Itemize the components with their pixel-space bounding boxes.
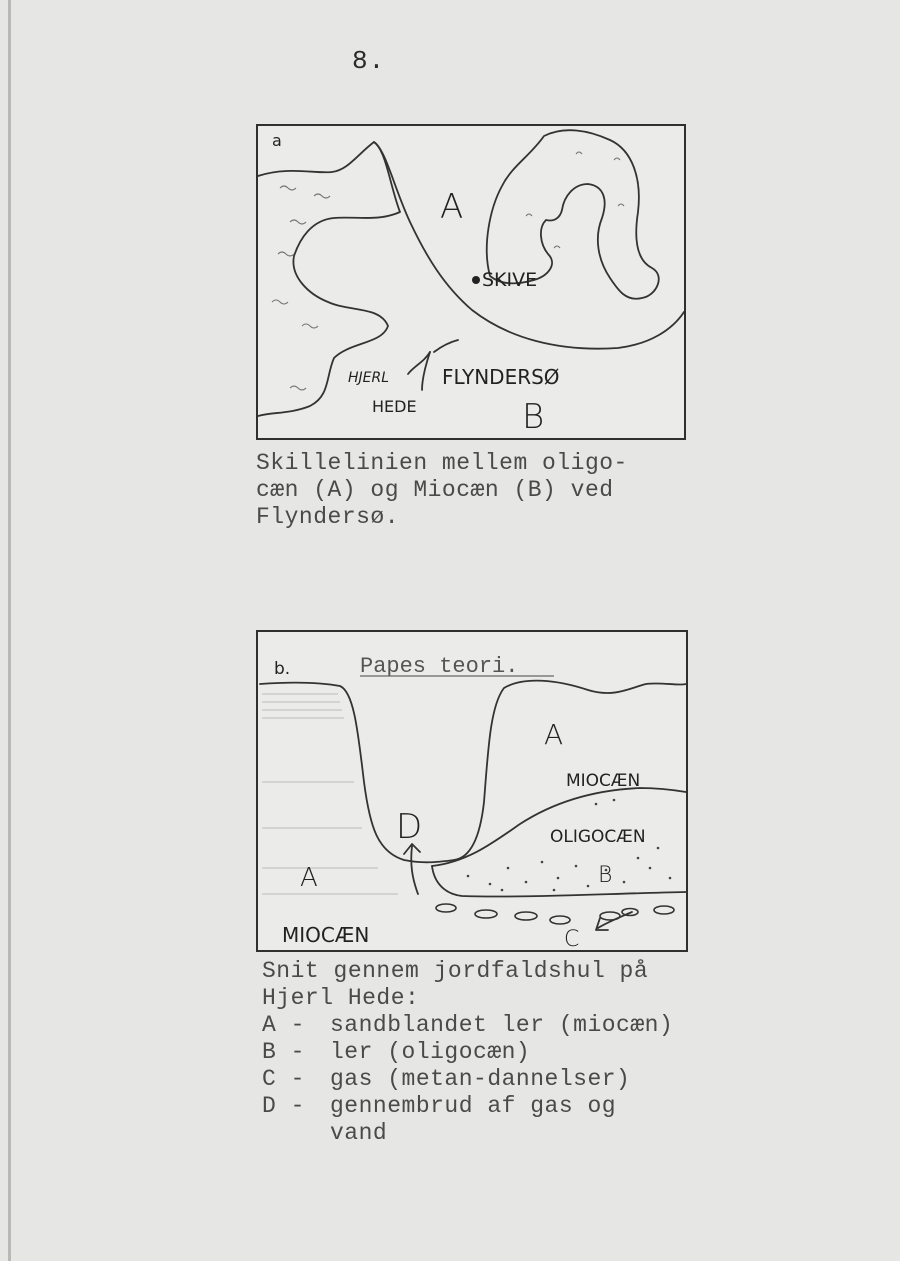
map-label-flyndersoe: FLYNDERSØ [442,365,560,389]
section-label-b: B [598,863,613,888]
section-drawing [258,632,686,950]
legend-text: gennembrud af gas og vand [330,1093,617,1146]
figure-b-legend [262,1012,800,1147]
legend-text: sandblandet ler (miocæn) [330,1012,674,1038]
map-label-a: A [440,187,464,227]
map-label-hede: HEDE [372,397,417,416]
legend-text: ler (oligocæn) [330,1039,531,1065]
gas-bubbles [436,904,674,924]
faint-strata [262,694,398,894]
page-number: 8. [352,46,386,76]
section-label-miocaen-right: MIOCÆN [566,771,641,791]
legend-item [262,1039,800,1066]
section-label-a-right: A [544,718,564,751]
section-label-d: D [396,807,423,847]
section-label-c: C [564,927,580,950]
skive-marker [472,276,480,284]
caption-line: Hjerl Hede: [262,985,420,1011]
caption-line: Flyndersø. [256,504,400,530]
map-label-skive: SKIVE [482,269,538,291]
legend-key: D - [262,1093,305,1119]
legend-key: C - [262,1066,305,1092]
arrow-d-shaft [411,846,418,894]
figure-b-title: Papes teori. [360,654,519,679]
legend-item [262,1066,800,1093]
legend-text: gas (metan-dannelser) [330,1066,631,1092]
caption-line: Skillelinien mellem oligo- [256,450,628,476]
caption-line: Snit gennem jordfaldshul på [262,958,649,984]
section-label-oligocaen: OLIGOCÆN [550,827,646,847]
panel-label-b: b. [274,659,291,679]
panel-label-a: a [272,131,282,150]
legend-key: A - [262,1012,305,1038]
map-label-hjerl: HJERL [348,370,390,386]
clay-lens-bottom [432,866,686,897]
figure-a-caption [256,450,628,531]
caption-line: cæn (A) og Miocæn (B) ved [256,477,614,503]
section-label-miocaen-left: MIOCÆN [282,923,370,947]
figure-b-section [256,630,688,952]
map-label-b: B [522,397,545,437]
figure-b-caption [262,958,648,1012]
legend-item [262,1093,800,1147]
legend-item [262,1012,800,1039]
legend-key: B - [262,1039,305,1065]
figure-a-map [256,124,686,440]
section-label-a-left: A [300,863,318,893]
map-drawing [258,126,684,438]
page-edge [8,0,11,1261]
